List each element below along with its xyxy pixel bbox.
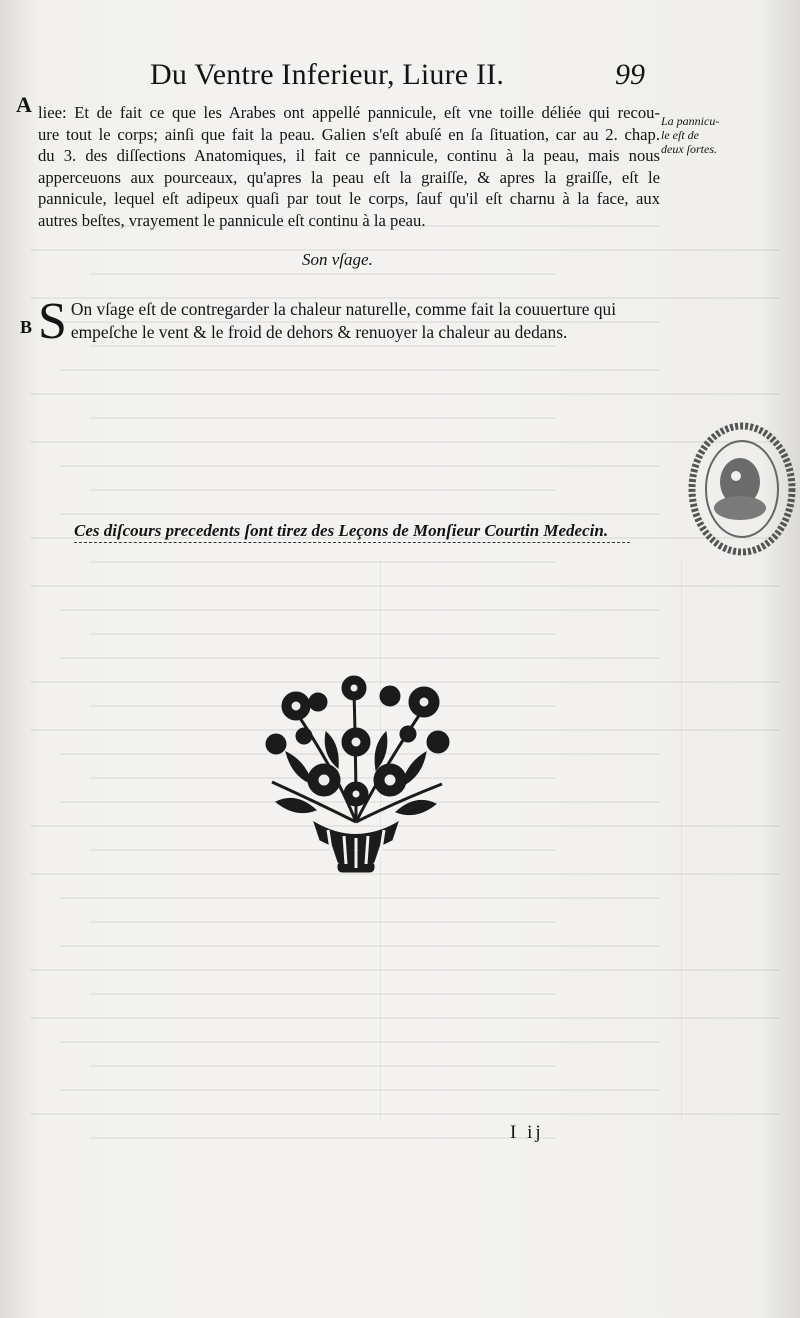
margin-note xyxy=(661,114,741,156)
signature-mark: I ij xyxy=(510,1122,544,1143)
running-title: Du Ventre Inferieur, Liure II. xyxy=(150,58,505,91)
margin-note-line: La pannicu- xyxy=(661,114,720,128)
margin-letter-a: A xyxy=(16,92,32,117)
margin-letter-b: B xyxy=(20,317,33,337)
margin-note-line: deux ſortes. xyxy=(661,142,717,156)
text-line: du 3. des diſſections Anatomiques, il fait ce pannicule, continu à la peau, mais nous xyxy=(38,146,660,165)
flower-vase-woodcut-icon xyxy=(256,672,456,882)
library-stamp-icon xyxy=(686,420,798,558)
text-line: On vſage eſt de contregarder la chaleur naturelle, comme fait la couuerture qui xyxy=(70,299,617,319)
text-line: ure tout le corps; ainſi que fait la peau. Galien s'eſt abuſé en ſa ſituation, car au 2. chap. xyxy=(38,124,660,144)
page-number: 99 xyxy=(615,58,645,91)
attribution-line: Ces diſcours precedents ſont tirez des Leçons de Monſieur Courtin Medecin. xyxy=(74,521,630,543)
text-line: liee: Et de fait ce que les Arabes ont appellé pannicule, eſt vne toille déliée qui recou- xyxy=(38,103,660,122)
text-line: pannicule, lequel eſt adipeux quaſi par tout le corps, ſauf qu'il eſt charnu à la face, aux xyxy=(38,189,660,208)
text-line: empeſche le vent & le froid de dehors & renuoyer la chaleur au dedans. xyxy=(70,322,568,342)
paragraph-usage xyxy=(38,293,660,350)
text-line: autres beſtes, vrayement le pannicule eſt continu à la peau. xyxy=(38,210,426,230)
section-heading: Son vſage. xyxy=(302,250,373,269)
margin-note-line: le eſt de xyxy=(661,128,699,142)
text-line: apperceuons aux pourceaux, qu'apres la peau eſt la graiſſe, & apres la graiſſe, eſt le xyxy=(38,167,660,187)
drop-capital: S xyxy=(38,293,67,350)
paragraph-panicule xyxy=(38,102,660,231)
